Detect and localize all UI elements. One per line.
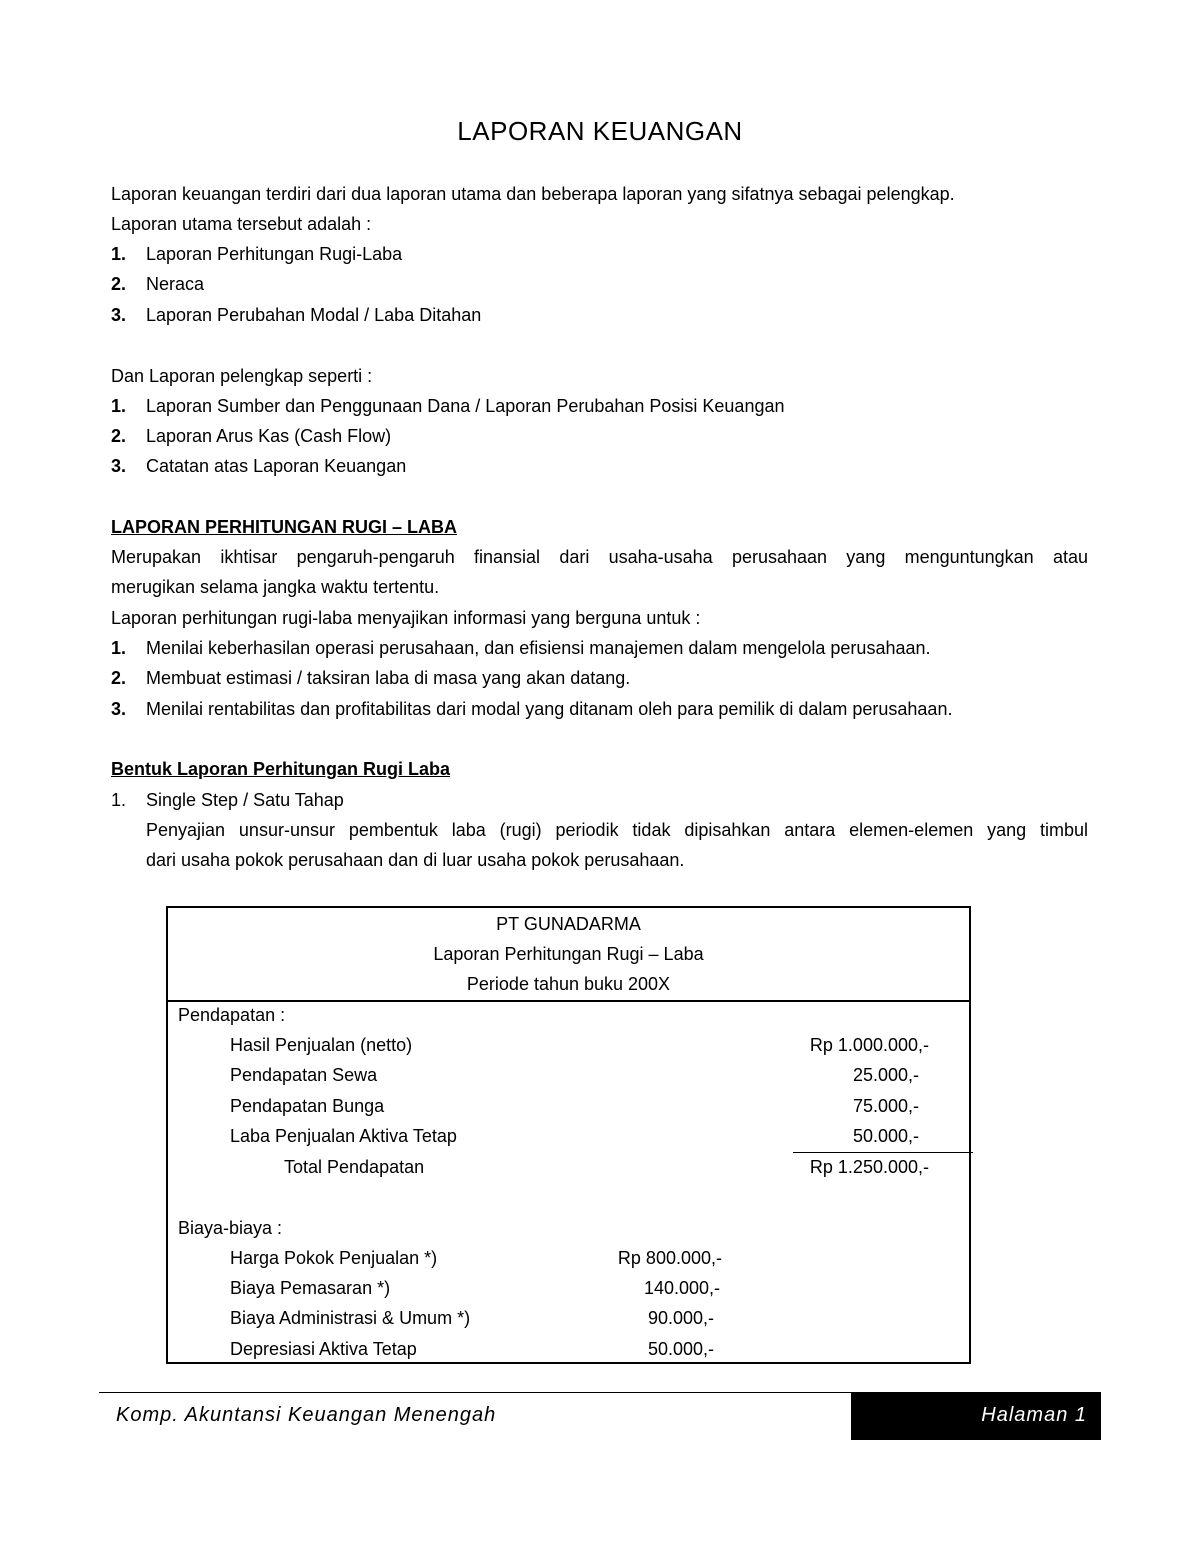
report-period: Periode tahun buku 200X [466,974,671,994]
page-number: Halaman 1 [981,1404,1087,1426]
report-name: Laporan Perhitungan Rugi – Laba [433,944,704,964]
total-income-amount: Rp 1.250.000,- [809,1157,929,1177]
company-name: PT GUNADARMA [496,914,641,934]
income-label: Pendapatan : [178,1005,286,1025]
table-row-label: Pendapatan Bunga [230,1096,385,1116]
list-number: 2. [111,668,127,688]
footer-page-box [851,1392,1101,1440]
section-heading: LAPORAN PERHITUNGAN RUGI – LABA [111,517,458,537]
table-row-label: Biaya Administrasi & Umum *) [230,1308,471,1328]
list-item [111,391,785,421]
table-row-label: Depresiasi Aktiva Tetap [230,1339,417,1359]
income-statement-table [166,906,971,1364]
section-paragraph: Merupakan ikhtisar pengaruh-pengaruh finansial dari usaha-usaha perusahaan yang menguntungkan atau [111,547,1088,567]
section-paragraph-cont: merugikan selama jangka waktu tertentu. [111,577,440,597]
list-number: 3. [111,456,127,476]
list-number: 1. [111,638,127,658]
list-text: Laporan Arus Kas (Cash Flow) [146,426,392,446]
list-item [111,785,344,815]
list-text: Menilai keberhasilan operasi perusahaan, dan efisiensi manajemen dalam mengelola perusahaan. [146,638,931,658]
list-text: Membuat estimasi / taksiran laba di masa yang akan datang. [146,668,631,688]
list-item [111,694,952,724]
list-number: 3. [111,305,127,325]
list-item [111,300,481,330]
table-row-amount: 75.000,- [852,1096,919,1116]
list-number: 1. [111,790,127,810]
list-item [111,239,402,269]
table-row-label: Harga Pokok Penjualan *) [230,1248,438,1268]
table-row-label: Hasil Penjualan (netto) [230,1035,413,1055]
supplementary-intro: Dan Laporan pelengkap seperti : [111,366,373,386]
list-item [111,421,391,451]
form-description: Penyajian unsur-unsur pembentuk laba (rugi) periodik tidak dipisahkan antara elemen-elemen yang timbul [146,820,1088,840]
list-text: Single Step / Satu Tahap [146,790,344,810]
intro-paragraph: Laporan keuangan terdiri dari dua laporan utama dan beberapa laporan yang sifatnya sebagai pelengkap. [111,184,955,204]
list-item [111,663,630,693]
footer-rule [99,1392,851,1393]
list-text: Laporan Sumber dan Penggunaan Dana / Laporan Perubahan Posisi Keuangan [146,396,785,416]
table-row-label: Laba Penjualan Aktiva Tetap [230,1126,457,1146]
table-header [168,908,969,1002]
table-row-amount: 90.000,- [647,1308,714,1328]
list-text: Menilai rentabilitas dan profitabilitas dari modal yang ditanam oleh para pemilik di dalam perusahaan. [146,699,953,719]
list-text: Catatan atas Laporan Keuangan [146,456,407,476]
list-number: 1. [111,244,127,264]
table-row-amount: Rp 1.000.000,- [809,1035,929,1055]
list-number: 3. [111,699,127,719]
list-item [111,633,931,663]
table-row-amount: 50.000,- [647,1339,714,1359]
table-row-label: Biaya Pemasaran *) [230,1278,391,1298]
list-text: Neraca [146,274,205,294]
list-item [111,269,204,299]
list-number: 2. [111,274,127,294]
table-row-amount: 25.000,- [852,1065,919,1085]
expense-label: Biaya-biaya : [178,1218,283,1238]
total-income-label: Total Pendapatan [284,1157,425,1177]
list-number: 1. [111,396,127,416]
section-paragraph-2: Laporan perhitungan rugi-laba menyajikan informasi yang berguna untuk : [111,608,701,628]
table-row-amount: 50.000,- [852,1126,919,1146]
table-row-amount: 140.000,- [643,1278,720,1298]
list-text: Laporan Perhitungan Rugi-Laba [146,244,403,264]
document-title: LAPORAN KEUANGAN [457,116,743,146]
form-description-cont: dari usaha pokok perusahaan dan di luar usaha pokok perusahaan. [146,850,685,870]
section-heading-2: Bentuk Laporan Perhitungan Rugi Laba [111,759,451,779]
list-text: Laporan Perubahan Modal / Laba Ditahan [146,305,482,325]
intro-paragraph-2: Laporan utama tersebut adalah : [111,214,372,234]
table-row-label: Pendapatan Sewa [230,1065,378,1085]
list-item [111,451,406,481]
footer-course-name: Komp. Akuntansi Keuangan Menengah [116,1404,497,1426]
table-row-amount: Rp 800.000,- [617,1248,722,1268]
list-number: 2. [111,426,127,446]
